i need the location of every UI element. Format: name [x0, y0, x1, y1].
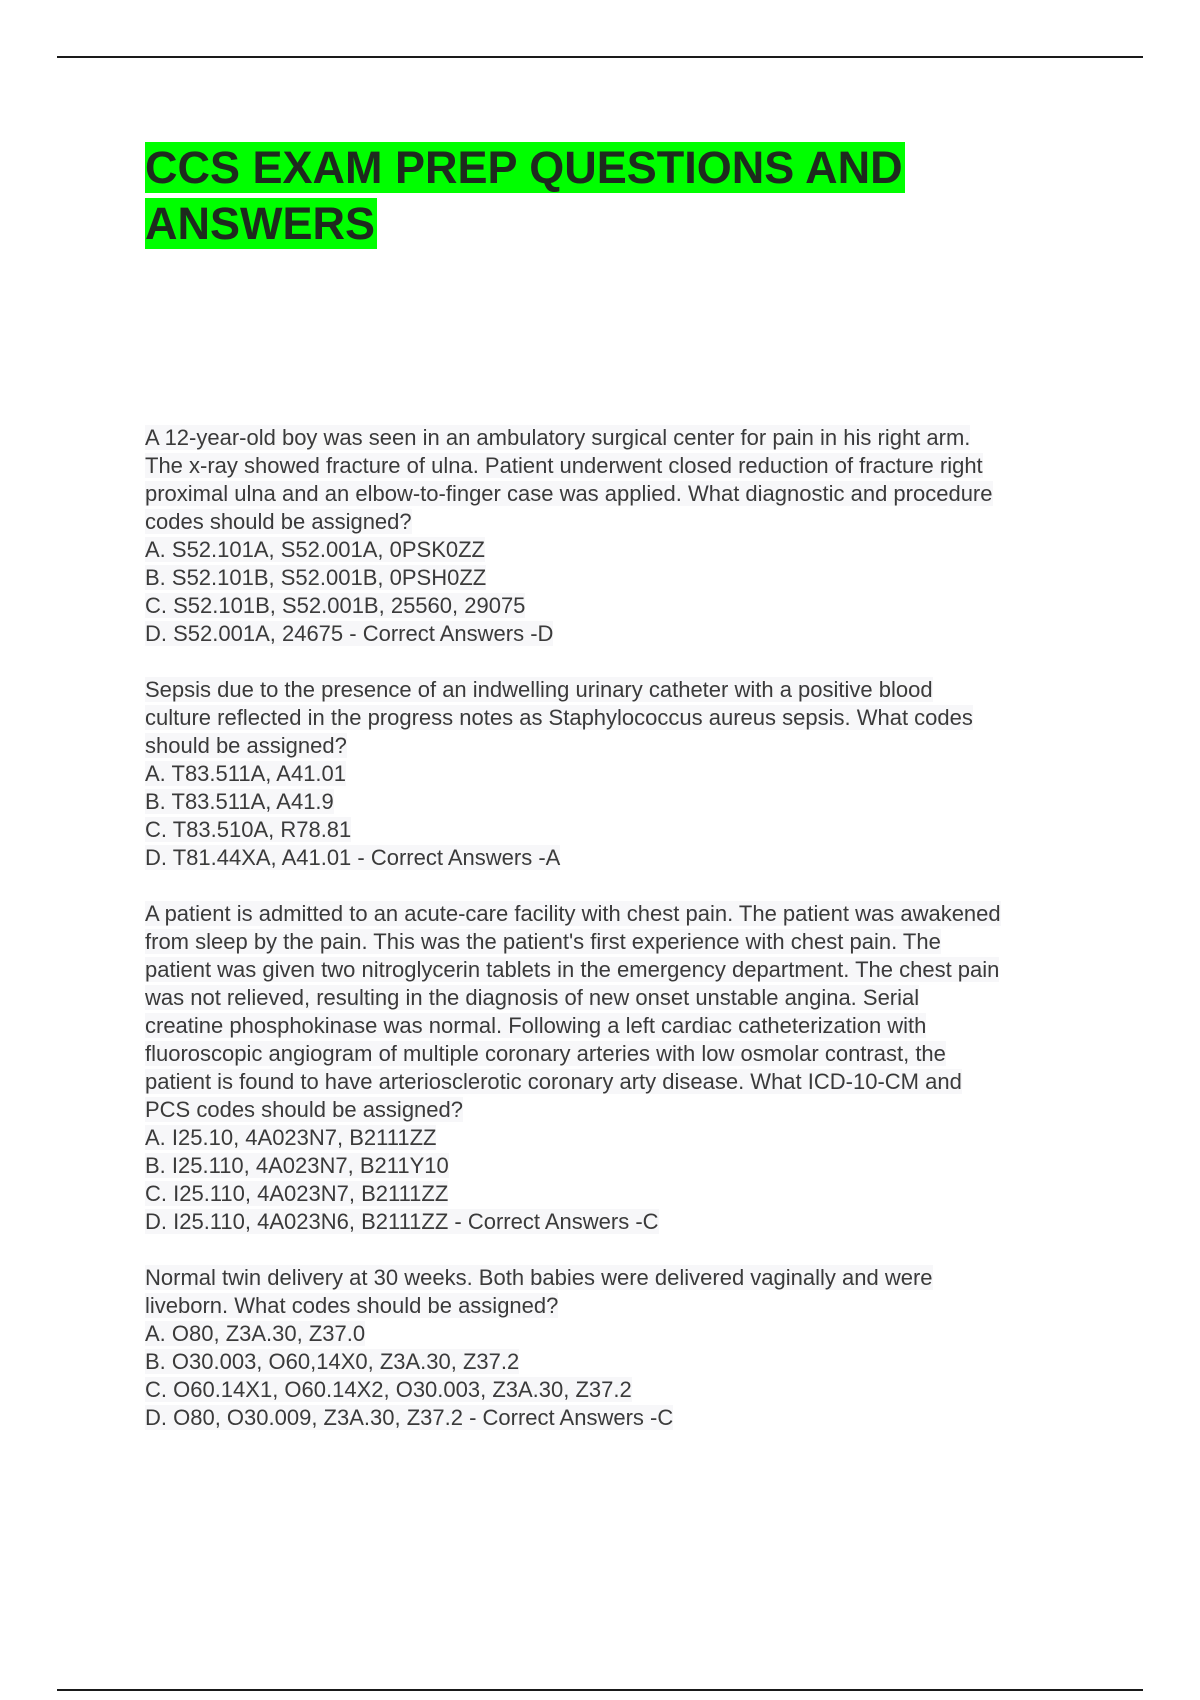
- question-line: [145, 480, 1095, 508]
- question-line: [145, 1348, 1095, 1376]
- question-line-text: A 12-year-old boy was seen in an ambulatory surgical center for pain in his right arm.: [145, 425, 971, 450]
- question-line: [145, 956, 1095, 984]
- question-line-text: codes should be assigned?: [145, 509, 412, 534]
- question-line: [145, 1292, 1095, 1320]
- question-line: [145, 1320, 1095, 1348]
- question-block: [145, 1264, 1095, 1432]
- question-line: [145, 592, 1095, 620]
- question-line-text: patient was given two nitroglycerin tablets in the emergency department. The chest pain: [145, 957, 1000, 982]
- question-line: [145, 452, 1095, 480]
- question-line-text: fluoroscopic angiogram of multiple coronary arteries with low osmolar contrast, the: [145, 1041, 946, 1066]
- question-line-text: PCS codes should be assigned?: [145, 1097, 463, 1122]
- footer-rule: [57, 1689, 1143, 1691]
- question-line-text: patient is found to have arteriosclerotic coronary arty disease. What ICD-10-CM and: [145, 1069, 962, 1094]
- question-line-text: should be assigned?: [145, 733, 347, 758]
- question-line-text: The x-ray showed fracture of ulna. Patient underwent closed reduction of fracture right: [145, 453, 983, 478]
- question-line: [145, 1068, 1095, 1096]
- question-line-text: B. T83.511A, A41.9: [145, 789, 334, 814]
- question-line-text: C. I25.110, 4A023N7, B2111ZZ: [145, 1181, 449, 1206]
- question-line: [145, 536, 1095, 564]
- question-line-text: proximal ulna and an elbow-to-finger case was applied. What diagnostic and procedure: [145, 481, 993, 506]
- question-block: [145, 900, 1095, 1236]
- question-line: [145, 1012, 1095, 1040]
- question-line-text: D. I25.110, 4A023N6, B2111ZZ - Correct Answers -C: [145, 1209, 659, 1234]
- question-line-text: A. I25.10, 4A023N7, B2111ZZ: [145, 1125, 437, 1150]
- document-title-line: ANSWERS: [145, 198, 376, 249]
- question-line: [145, 928, 1095, 956]
- question-line-text: D. O80, O30.009, Z3A.30, Z37.2 - Correct Answers -C: [145, 1405, 674, 1430]
- question-line: [145, 844, 1095, 872]
- question-line-text: liveborn. What codes should be assigned?: [145, 1293, 559, 1318]
- question-line-text: D. S52.001A, 24675 - Correct Answers -D: [145, 621, 554, 646]
- question-line: [145, 1264, 1095, 1292]
- question-line-text: B. I25.110, 4A023N7, B211Y10: [145, 1153, 449, 1178]
- question-line: [145, 424, 1095, 452]
- question-line-text: culture reflected in the progress notes as Staphylococcus aureus sepsis. What codes: [145, 705, 973, 730]
- question-line: [145, 676, 1095, 704]
- question-line-text: Sepsis due to the presence of an indwelling urinary catheter with a positive blood: [145, 677, 933, 702]
- question-line: [145, 1180, 1095, 1208]
- question-line: [145, 788, 1095, 816]
- question-line: [145, 1152, 1095, 1180]
- document-title: [145, 140, 1025, 252]
- question-line-text: from sleep by the pain. This was the patient's first experience with chest pain. The: [145, 929, 941, 954]
- question-line-text: A. O80, Z3A.30, Z37.0: [145, 1321, 366, 1346]
- question-line: [145, 1376, 1095, 1404]
- question-line-text: A. S52.101A, S52.001A, 0PSK0ZZ: [145, 537, 485, 562]
- question-line: [145, 564, 1095, 592]
- question-line: [145, 508, 1095, 536]
- document-title-line: CCS EXAM PREP QUESTIONS AND: [145, 142, 903, 193]
- question-block: [145, 424, 1095, 648]
- question-line: [145, 816, 1095, 844]
- question-line-text: D. T81.44XA, A41.01 - Correct Answers -A: [145, 845, 561, 870]
- question-line-text: C. O60.14X1, O60.14X2, O30.003, Z3A.30, Z37.2: [145, 1377, 632, 1402]
- question-line: [145, 760, 1095, 788]
- question-line: [145, 704, 1095, 732]
- header-rule: [57, 56, 1143, 58]
- question-line-text: A patient is admitted to an acute-care facility with chest pain. The patient was awakened: [145, 901, 1001, 926]
- question-line-text: B. O30.003, O60,14X0, Z3A.30, Z37.2: [145, 1349, 520, 1374]
- question-line: [145, 1404, 1095, 1432]
- question-line: [145, 1096, 1095, 1124]
- question-line: [145, 732, 1095, 760]
- question-line-text: Normal twin delivery at 30 weeks. Both babies were delivered vaginally and were: [145, 1265, 933, 1290]
- question-block: [145, 676, 1095, 872]
- question-line: [145, 1124, 1095, 1152]
- question-line-text: was not relieved, resulting in the diagnosis of new onset unstable angina. Serial: [145, 985, 920, 1010]
- question-line-text: A. T83.511A, A41.01: [145, 761, 347, 786]
- question-line: [145, 984, 1095, 1012]
- question-line: [145, 1208, 1095, 1236]
- question-line: [145, 1040, 1095, 1068]
- question-line-text: C. T83.510A, R78.81: [145, 817, 352, 842]
- question-line-text: C. S52.101B, S52.001B, 25560, 29075: [145, 593, 526, 618]
- question-line-text: creatine phosphokinase was normal. Following a left cardiac catheterization with: [145, 1013, 927, 1038]
- question-line-text: B. S52.101B, S52.001B, 0PSH0ZZ: [145, 565, 487, 590]
- question-list: [145, 424, 1095, 1460]
- question-line: [145, 900, 1095, 928]
- question-line: [145, 620, 1095, 648]
